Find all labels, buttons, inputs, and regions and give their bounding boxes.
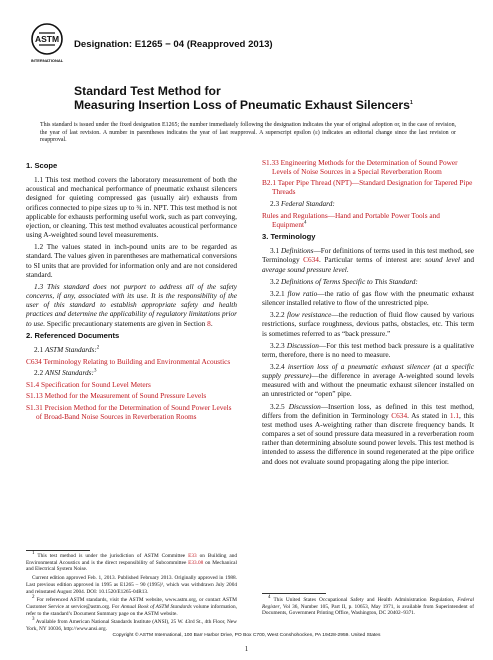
footnote-rule-left (26, 550, 90, 551)
footnotes-right (262, 597, 474, 619)
footnotes-left (26, 553, 237, 635)
ansi-standards-label: 2.2 ANSI Standards:$^3$ (34, 368, 97, 378)
scope-heading: 1. Scope (26, 161, 58, 170)
para-1-3: 1.3 This standard does not purport to address all of the safety concerns, if any, associated with its use. It is the responsibility of the user of this standard to establish appropriate safety and health practices and determine the applicability of regulatory limitations prior to use. Specific precautionary statements are given in Section 8. (26, 281, 237, 328)
astm-logo-icon (30, 23, 64, 65)
footnote-2: 2 For referenced ASTM standards, visit the ASTM website, www.astm.org, or contact ASTM Customer Service at service@astm.org. For Annual Book of ASTM Standards volume information, refer to the standard’s Document Summary page on the ASTM website. (26, 595, 237, 617)
ref-c634[interactable]: C634 Terminology Relating to Building and Environmental Acoustics (26, 356, 231, 366)
referenced-documents-heading: 2. Referenced Documents (26, 330, 120, 340)
ref-s1-31[interactable]: S1.31 Precision Method for the Determination of Sound Power Levels of Broad-Band Noise Sources in Reverberation Rooms (26, 402, 232, 421)
ref-s1-13[interactable]: S1.13 Method for the Measurement of Sound Pressure Levels (26, 391, 207, 401)
ref-rules-regulations[interactable]: Rules and Regulations—Hand and Portable Power Tools and Equipment$^4$ (262, 210, 440, 229)
svg-text:ASTM: ASTM (34, 34, 60, 44)
para-1-1: 1.1 This test method covers the laboratory measurement of both the acoustical and mechanical performance of pneumatic exhaust silencers designed for quieting compressed gas (usually air) exhausts from orifices connected to pipe sizes up to ¾ in. NPT. This test method is not applicable for exhausts performing useful work, such as part conveying, ejection, or cleaning. This test method evaluates acoustical performance using A-weighted sound level measurements. (26, 175, 237, 240)
ref-s1-4[interactable]: S1.4 Specification for Sound Level Meters (26, 380, 151, 390)
svg-text:INTERNATIONAL: INTERNATIONAL (30, 58, 64, 63)
left-column (26, 158, 237, 423)
c634-link-2[interactable]: C634 (391, 410, 408, 420)
footnote-3: 3 Available from American National Standards Institute (ANSI), 25 W. 43rd St., 4th Floor, New York, NY 10036, http://www.ansi.org. (26, 617, 237, 633)
para-3-2-1: 3.2.1 flow ratio—the ratio of gas flow with the pneumatic exhaust silencer installed relative to flow of the unrestricted pipe. (262, 288, 474, 308)
astm-standards-label: 2.1 ASTM Standards:$^2$ (34, 344, 100, 354)
para-3-1: 3.1 Definitions—For definitions of terms used in this test method, see Terminology C634. Particular terms of interest are: sound level and average sound pressure level. (262, 246, 474, 274)
para-3-2-5: 3.2.5 Discussion—Insertion loss, as defined in this test method, differs from the definition in Terminology C634. As stated in 1.1, this test method uses A-weighting rather than discrete frequency bands. It compares a set of sound pressure data measured in a reverberation room rather than determining absolute sound power levels. This test method is intended to assess the difference in sound regenerated at the pipe orifice and does not evaluate sound propagating along the pipe interior. (262, 401, 474, 466)
c634-link[interactable]: C634 (303, 255, 319, 265)
designation: Designation: E1265 − 04 (Reapproved 2013) (74, 39, 273, 50)
para-3-2-3: 3.2.3 Discussion—For this test method back pressure is a qualitative term, therefore, there is no need to measure. (262, 340, 474, 359)
para-3-2-4: 3.2.4 insertion loss of a pneumatic exhaust silencer (at a specific supply pressure)—the difference in average A-weighted sound levels measured with and without the pneumatic exhaust silencer installed on an unrestricted or “open” pipe. (262, 361, 474, 399)
right-column (262, 158, 474, 469)
title-line-2: Measuring Insertion Loss of Pneumatic Exhaust Silencers$^1$ (74, 98, 413, 112)
standard-notice: This standard is issued under the fixed designation E1265; the number immediately following the designation indicates the year of original adoption or, in the case of revision, the year of last revision. A number in parentheses indicates the year of last reapproval. A superscript epsilon (ε) indicates an editorial change since the last revision or reapproval. (40, 122, 456, 144)
section-8-link[interactable]: 8 (207, 318, 211, 328)
ref-s1-33[interactable]: S1.33 Engineering Methods for the Determination of Sound Power Levels of Noise Sources in a Special Reverberation Room (262, 158, 458, 177)
footnote-4: 4 This United States Occupational Safety and Health Administration Regulation, Federal Register, Vol 36, Number 105, Part II, p. 10653, May 1971, is available from Superintendent of Documents, Government Printing Office, Washington, DC 20402–9371. (262, 595, 474, 617)
astm-logo (30, 23, 64, 65)
section-1-1-link[interactable]: 1.1 (449, 410, 459, 420)
copyright-footer: Copyright © ASTM International, 100 Barr Harbor Drive, PO Box C700, West Conshohocken, PA 19428-2959. United States (112, 633, 381, 638)
title-line-1: Standard Test Method for (74, 84, 221, 98)
para-3-2-2: 3.2.2 flow resistance—the reduction of fluid flow caused by various restrictions, surface roughness, devious paths, obstacles, etc. This term is sometimes referred to as “back pressure.” (262, 310, 475, 338)
federal-standard-label: 2.3 Federal Standard: (270, 198, 335, 208)
page-number: 1 (244, 645, 249, 653)
ref-b2-1[interactable]: B2.1 Taper Pipe Thread (NPT)—Standard Designation for Tapered Pipe Threads (262, 178, 473, 197)
para-3-2: 3.2 Definitions of Terms Specific to This Standard: (270, 276, 418, 286)
footnote-1: 1 This test method is under the jurisdiction of ASTM Committee E33 on Building and Environmental Acoustics and is the direct responsibility of Subcommittee E33.08 on Mechanical and Electrical System Noise. (26, 551, 237, 573)
terminology-heading: 3. Terminology (262, 232, 316, 242)
document-title (74, 84, 474, 112)
footnote-rule-right (262, 593, 326, 594)
footnote-1-edition: Current edition approved Feb. 1, 2013. Published February 2013. Originally approved in 1988. Last previous edition approved in 1995 as E1265 – 90 (1995)¹, which was withdrawn July 2004 and reinstated August 2004. DOI: 10.1520/E1265-04R13. (26, 575, 237, 595)
para-1-2: 1.2 The values stated in inch-pound units are to be regarded as standard. The values given in parentheses are mathematical conversions to SI units that are provided for information only and are not considered standard. (26, 242, 237, 279)
